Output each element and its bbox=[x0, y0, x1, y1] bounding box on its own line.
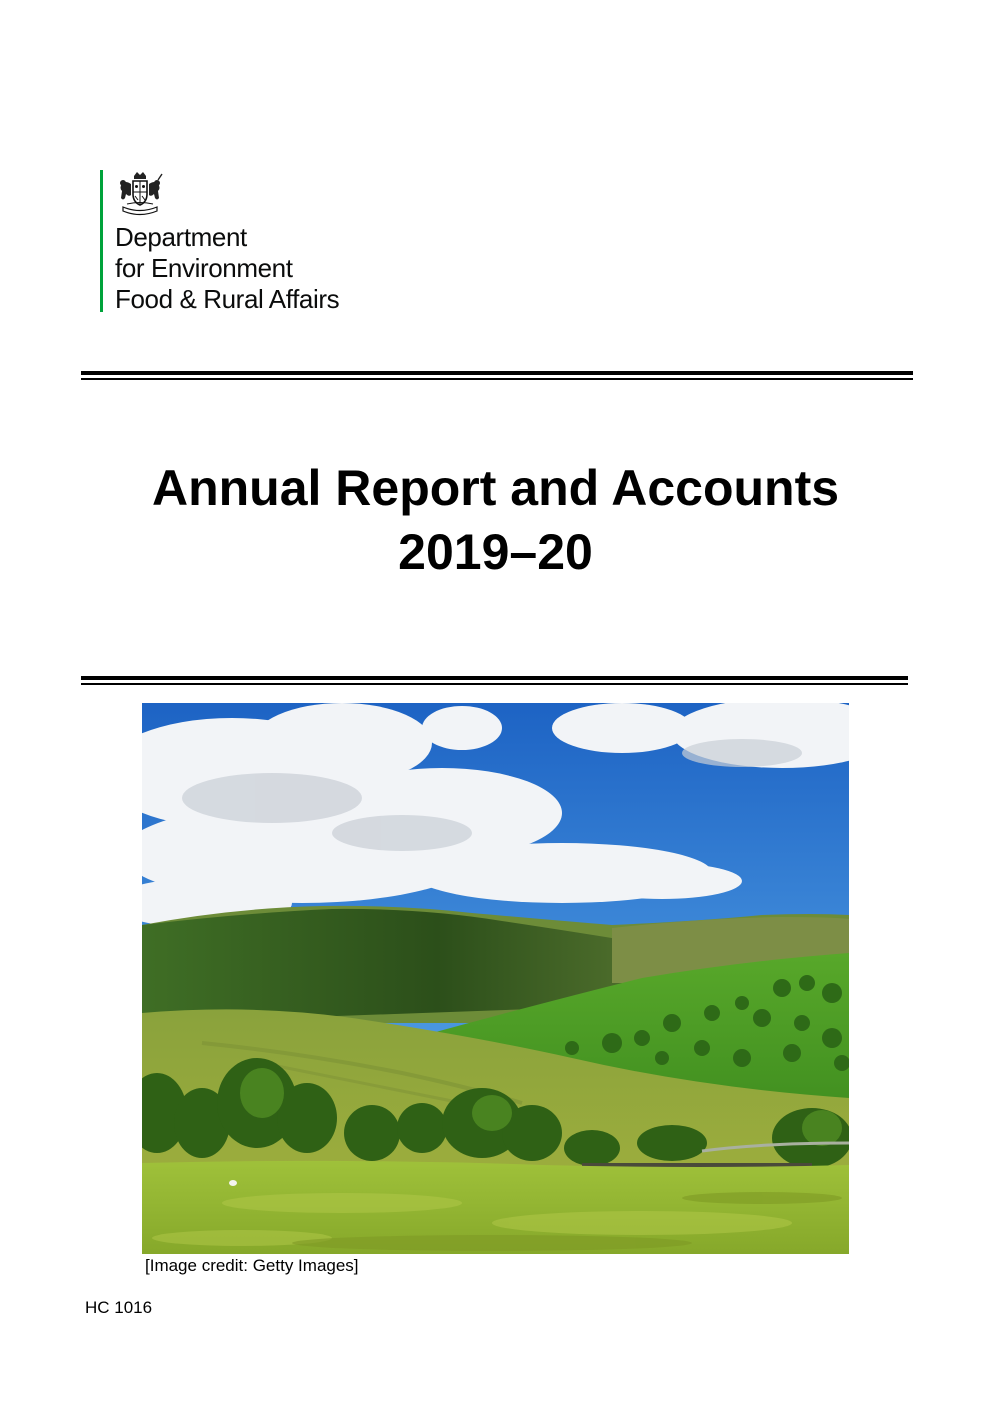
logo-accent-rule bbox=[100, 170, 103, 312]
image-credit: [Image credit: Getty Images] bbox=[145, 1256, 359, 1275]
department-logo bbox=[100, 170, 400, 312]
title-bottom-divider bbox=[81, 676, 908, 686]
title-top-divider bbox=[81, 371, 913, 381]
department-name-line-1: Department bbox=[115, 222, 247, 252]
title-line-1: Annual Report and Accounts bbox=[151, 460, 840, 516]
title-line-2: 2019–20 bbox=[398, 524, 593, 580]
landscape-photo bbox=[142, 703, 849, 1254]
page-title bbox=[0, 456, 991, 584]
royal-coat-of-arms-icon bbox=[113, 170, 167, 216]
department-name-line-2: for Environment bbox=[115, 253, 293, 283]
hc-number: HC 1016 bbox=[85, 1298, 153, 1317]
department-name bbox=[115, 222, 339, 315]
department-name-line-3: Food & Rural Affairs bbox=[115, 284, 340, 314]
